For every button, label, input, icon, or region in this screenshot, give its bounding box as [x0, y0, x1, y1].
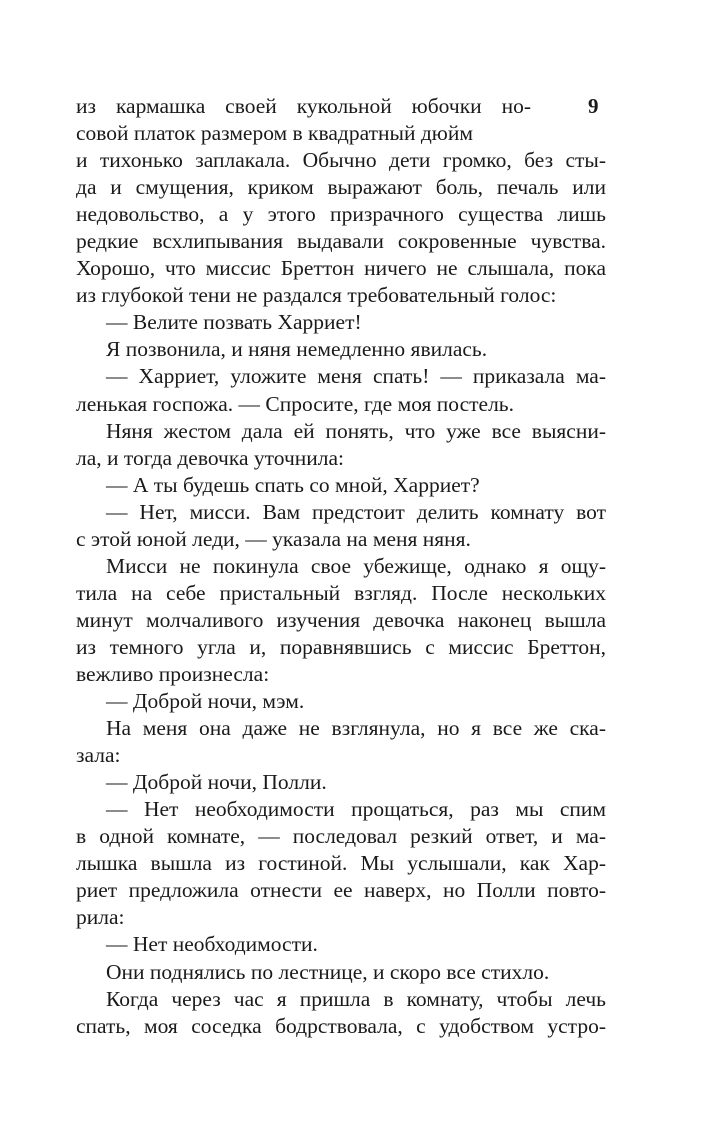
- text-line: — Харриет, уложите меня спать! — приказала ма-: [106, 364, 606, 389]
- text-line: совой платок размером в квадратный дюйм: [76, 121, 473, 146]
- text-line: — Нет необходимости прощаться, раз мы спим: [106, 797, 606, 822]
- text-line: — Доброй ночи, мэм.: [106, 689, 305, 714]
- text-line: риет предложила отнести ее наверх, но Полли повто-: [76, 878, 606, 903]
- text-line: рила:: [76, 905, 125, 930]
- text-line: Хорошо, что миссис Бреттон ничего не слышала, пока: [76, 256, 606, 281]
- text-line: редкие всхлипывания выдавали сокровенные чувства.: [76, 229, 606, 254]
- text-line: зала:: [76, 743, 121, 768]
- text-line: из кармашка своей кукольной юбочки но-: [76, 94, 531, 118]
- text-line: Когда через час я пришла в комнату, чтобы лечь: [106, 986, 606, 1011]
- text-line: тила на себе пристальный взгляд. После нескольких: [76, 580, 606, 605]
- text-line: недовольство, а у этого призрачного существа лишь: [76, 202, 606, 227]
- text-line: На меня она даже не взглянула, но я все же ска-: [106, 716, 606, 741]
- text-line: Я позвонила, и няня немедленно явилась.: [106, 337, 488, 362]
- text-line: — Нет, мисси. Вам предстоит делить комнату вот: [106, 499, 606, 524]
- text-line: да и смущения, криком выражают боль, печаль или: [76, 175, 606, 200]
- text-line: — Доброй ночи, Полли.: [106, 770, 327, 795]
- text-line: — А ты будешь спать со мной, Харриет?: [106, 472, 480, 497]
- text-line: — Велите позвать Харриет!: [106, 310, 362, 335]
- text-line: Няня жестом дала ей понять, что уже все выясни-: [106, 418, 606, 443]
- text-line: из темного угла и, поравнявшись с миссис Бреттон,: [76, 634, 606, 659]
- text-line: и тихонько заплакала. Обычно дети громко, без сты-: [76, 148, 606, 173]
- text-line: минут молчаливого изучения девочка наконец вышла: [76, 607, 606, 632]
- text-line: из глубокой тени не раздался требовательный голос:: [76, 283, 557, 308]
- text-line: спать, моя соседка бодрствовала, с удобством устро-: [76, 1013, 606, 1038]
- text-line: лышка вышла из гостиной. Мы услышали, как Хар-: [76, 851, 606, 876]
- text-line: ла, и тогда девочка уточнила:: [76, 445, 345, 470]
- text-line: с этой юной леди, — указала на меня няня.: [76, 526, 471, 551]
- text-line: в одной комнате, — последовал резкий ответ, и ма-: [76, 824, 606, 849]
- text-line: Мисси не покинула свое убежище, однако я ощу-: [106, 553, 606, 578]
- body-text: [76, 93, 606, 1040]
- text-line: — Нет необходимости.: [106, 932, 318, 957]
- text-line: ленькая госпожа. — Спросите, где моя постель.: [76, 391, 514, 416]
- page-number: 9: [588, 94, 599, 118]
- text-line: Они поднялись по лестнице, и скоро все стихло.: [106, 959, 550, 984]
- text-line: вежливо произнесла:: [76, 661, 270, 686]
